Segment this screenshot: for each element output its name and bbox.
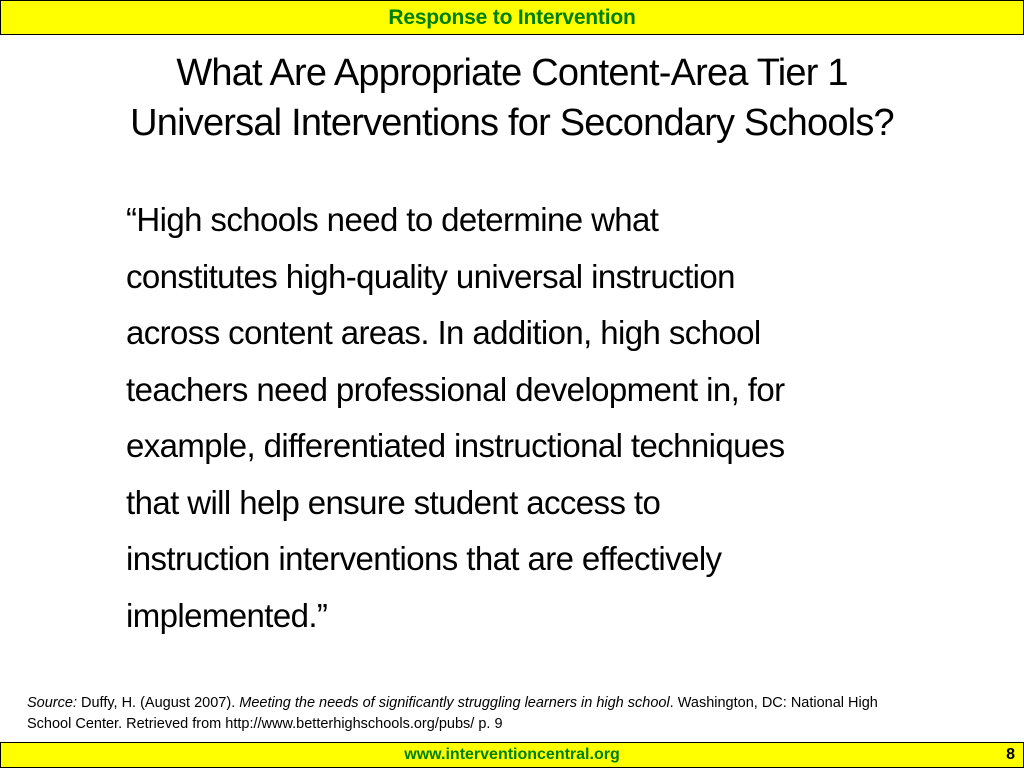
source-line-2: School Center. Retrieved from http://www.betterhighschools.org/pubs/ p. 9 [27, 716, 503, 732]
source-publisher: . Washington, DC: National High [669, 695, 878, 711]
quote-line: implemented.” [126, 596, 328, 634]
quote-line: constitutes high-quality universal instruction [126, 257, 735, 295]
header-bar [0, 0, 1024, 35]
quote-block [126, 192, 926, 644]
footer-bar [0, 742, 1024, 768]
footer-url-container [1, 743, 1023, 767]
quote-line: across content areas. In addition, high school [126, 314, 761, 351]
source-line-1 [27, 693, 1002, 714]
quote-line: instruction interventions that are effectively [126, 540, 722, 577]
slide-title [0, 48, 1024, 148]
source-work-title: Meeting the needs of significantly struggling learners in high school [239, 695, 670, 711]
quote-line: teachers need professional development in, for [126, 370, 785, 408]
source-author-date: Duffy, H. (August 2007). [76, 695, 240, 711]
page-number: 8 [1006, 746, 1015, 763]
quote-line: example, differentiated instructional techniques [126, 427, 785, 464]
quote-line: that will help ensure student access to [126, 483, 661, 521]
footer-url-link[interactable]: www.interventioncentral.org [404, 746, 620, 763]
source-label: Source: [27, 695, 77, 711]
header-title: Response to Intervention [388, 5, 636, 29]
slide-title-line-2: Universal Interventions for Secondary Schools? [130, 102, 894, 144]
source-citation [27, 693, 1002, 735]
slide-title-line-1: What Are Appropriate Content-Area Tier 1 [176, 52, 848, 94]
quote-line: “High schools need to determine what [126, 201, 659, 238]
